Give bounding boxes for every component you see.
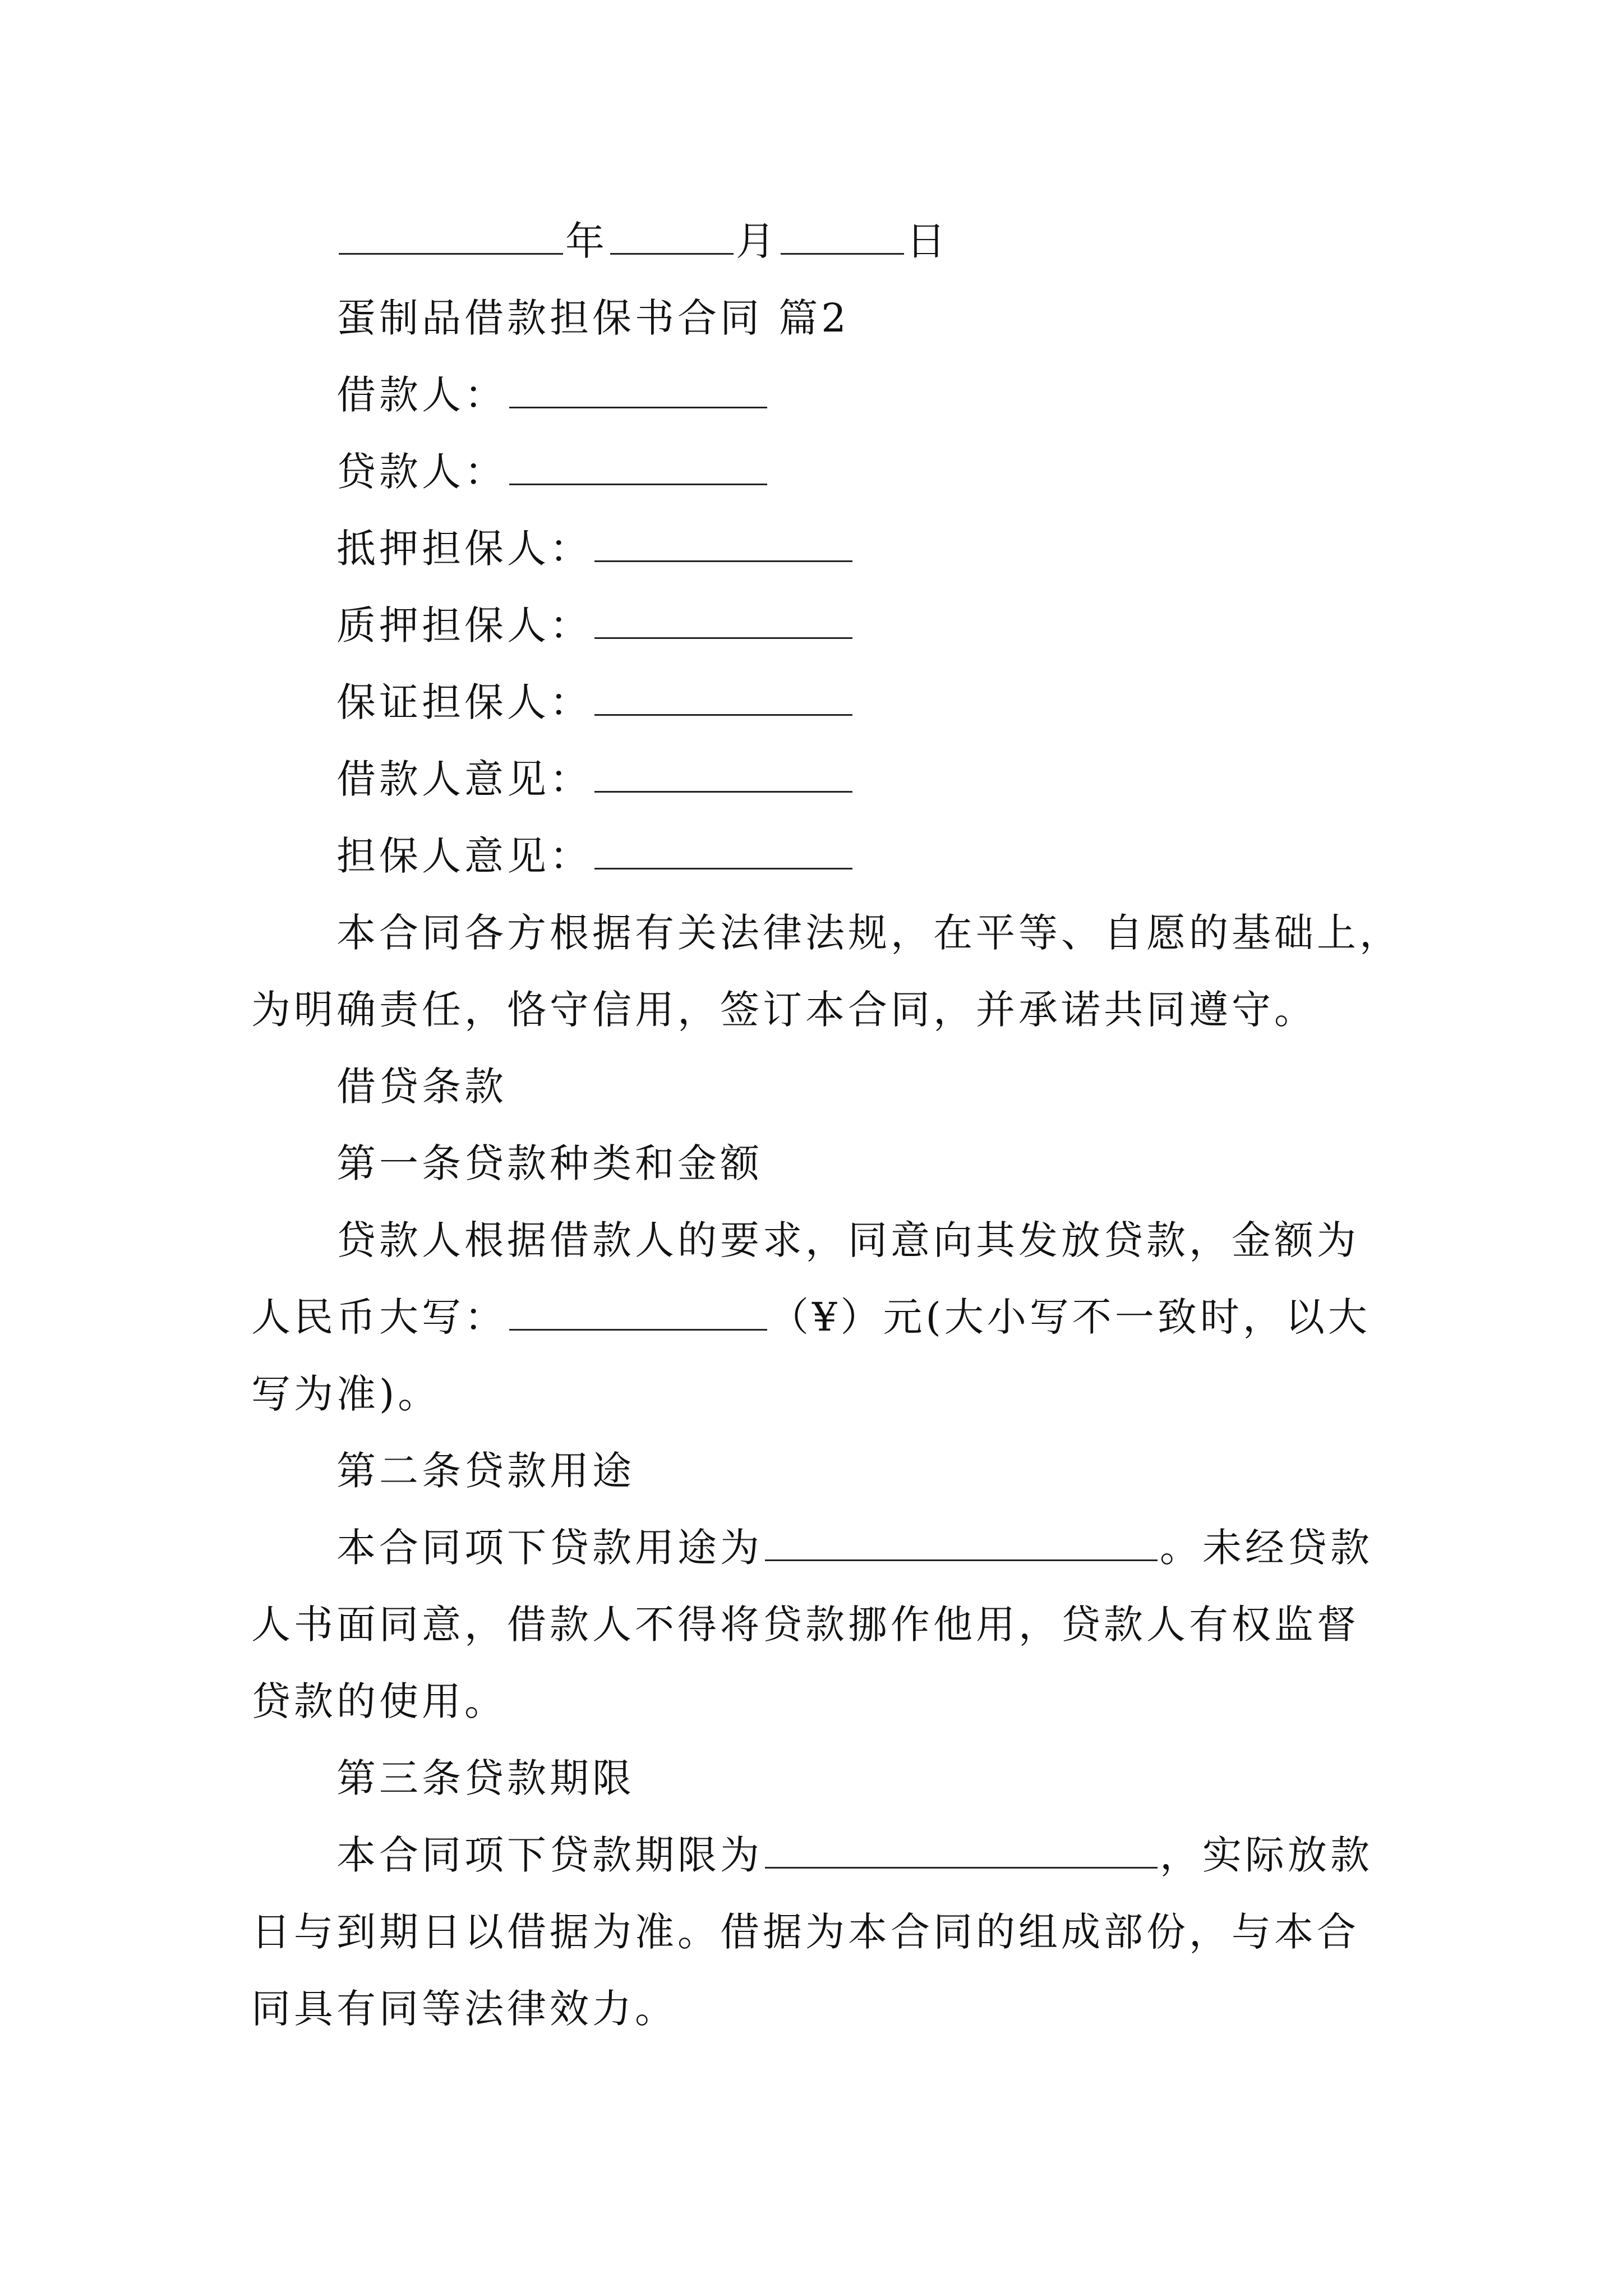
contract-heading: 蛋制品借款担保书合同 篇2 — [336, 295, 850, 341]
purpose-label: 本合同项下贷款用途为 — [336, 1525, 763, 1571]
article-1-title: 第一条贷款种类和金额 — [336, 1140, 763, 1186]
party-lender — [336, 444, 769, 500]
article-1-line-2 — [251, 1289, 1371, 1345]
party-guarantor-opinion — [336, 828, 855, 884]
party-blank — [594, 679, 852, 716]
article-2-line-3: 贷款的使用。 — [251, 1678, 507, 1724]
party-label: 贷款人： — [336, 449, 507, 495]
amount-suffix: （¥）元(大小写不一致时，以大 — [769, 1294, 1371, 1340]
preamble-line-1: 本合同各方根据有关法律法规，在平等、自愿的基础上， — [336, 910, 1402, 956]
term-blank — [765, 1832, 1158, 1869]
term-label: 本合同项下贷款期限为 — [336, 1832, 763, 1878]
party-blank — [594, 602, 852, 639]
purpose-suffix: 。未经贷款 — [1160, 1525, 1373, 1571]
month-blank — [610, 218, 734, 255]
party-blank — [509, 372, 767, 408]
party-surety-guarantor — [336, 674, 855, 730]
day-label: 日 — [906, 218, 949, 264]
party-borrower — [336, 367, 769, 423]
party-label: 担保人意见： — [336, 833, 592, 879]
amount-blank — [509, 1294, 767, 1331]
article-3-line-1 — [336, 1827, 1373, 1883]
article-1-line-1: 贷款人根据借款人的要求，同意向其发放贷款，金额为 — [336, 1217, 1359, 1263]
article-1-line-3: 写为准)。 — [251, 1371, 441, 1417]
amount-label: 人民币大写： — [251, 1294, 507, 1340]
year-blank — [339, 218, 563, 255]
party-borrower-opinion — [336, 751, 855, 807]
party-blank — [594, 756, 852, 793]
party-label: 抵押担保人： — [336, 526, 592, 572]
day-blank — [781, 218, 904, 255]
year-label: 年 — [565, 218, 608, 264]
party-pledge-guarantor — [336, 597, 855, 654]
article-2-title: 第二条贷款用途 — [336, 1448, 635, 1494]
party-mortgage-guarantor — [336, 521, 855, 577]
preamble-line-2: 为明确责任，恪守信用，签订本合同，并承诺共同遵守。 — [251, 987, 1317, 1033]
article-3-line-3: 同具有同等法律效力。 — [251, 1986, 677, 2032]
article-3-title: 第三条贷款期限 — [336, 1755, 635, 1801]
party-blank — [509, 449, 767, 485]
purpose-blank — [765, 1525, 1158, 1561]
article-2-line-1 — [336, 1520, 1373, 1576]
party-label: 借款人： — [336, 372, 507, 418]
month-label: 月 — [736, 218, 778, 264]
party-label: 质押担保人： — [336, 602, 592, 648]
party-label: 保证担保人： — [336, 679, 592, 725]
term-suffix: ，实际放款 — [1160, 1832, 1373, 1878]
party-blank — [594, 833, 852, 869]
party-blank — [594, 526, 852, 562]
article-3-line-2: 日与到期日以借据为准。借据为本合同的组成部份，与本合 — [251, 1909, 1359, 1955]
article-2-line-2: 人书面同意，借款人不得将贷款挪作他用，贷款人有权监督 — [251, 1602, 1359, 1648]
party-label: 借款人意见： — [336, 756, 592, 802]
date-line — [336, 213, 949, 269]
section-title: 借贷条款 — [336, 1064, 507, 1110]
